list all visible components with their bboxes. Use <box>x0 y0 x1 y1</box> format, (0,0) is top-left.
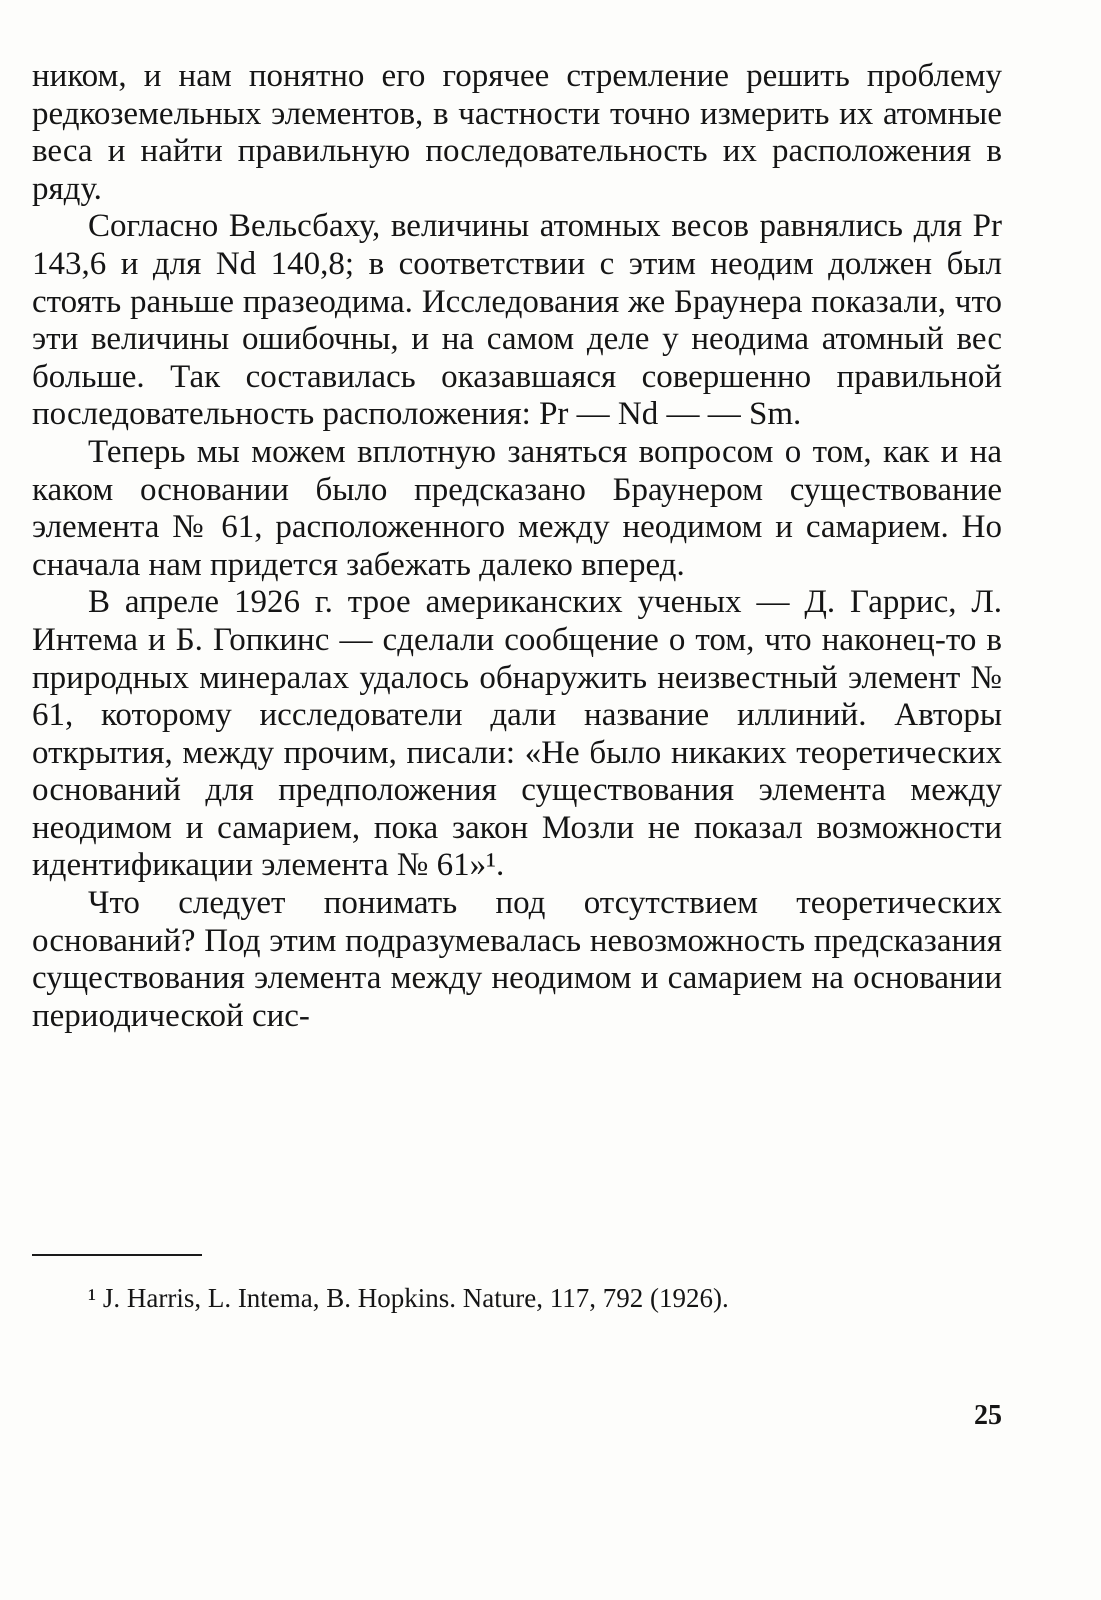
paragraph-5: Что следует понимать под отсутствием теоретических оснований? Под этим подразумевалась невозможность предсказания существования элемента между неодимом и самарием на основании периодической сис- <box>32 885 1002 1034</box>
footnote-text: ¹ J. Harris, L. Intema, B. Hopkins. Nature, 117, 792 (1926). <box>88 1283 729 1313</box>
paragraph-1: ником, и нам понятно его горячее стремление решить проблему редкоземельных элементов, в частности точно измерить их атомные веса и найти правильную последовательность их расположения в ряду. <box>32 58 1002 207</box>
paragraph-3: Теперь мы можем вплотную заняться вопросом о том, как и на каком основании было предсказано Браунером существование элемента № 61, расположенного между неодимом и самарием. Но сначала нам придется забежать далеко вперед. <box>32 433 1002 583</box>
footnote-divider <box>32 1254 202 1256</box>
main-text <box>32 58 1002 1035</box>
page-number: 25 <box>974 1400 1002 1431</box>
footnote <box>32 1280 1002 1316</box>
paragraph-4: В апреле 1926 г. трое американских ученых — Д. Гаррис, Л. Интема и Б. Гопкинс — сделали сообщение о том, что наконец-то в природных минералах удалось обнаружить неизвестный элемент № 61, которому исследователи дали название иллиний. Авторы открытия, между прочим, писали: «Не было никаких теоретических оснований для предположения существования элемента между неодимом и самарием, пока закон Мозли не показал возможности идентификации элемента № 61»¹. <box>32 584 1002 884</box>
paragraph-2: Согласно Вельсбаху, величины атомных весов равнялись для Pr 143,6 и для Nd 140,8; в соответствии с этим неодим должен был стоять раньше празеодима. Исследования же Браунера показали, что эти величины ошибочны, и на самом деле у неодима атомный вес больше. Так составилась оказавшаяся совершенно правильной последовательность расположения: Pr — Nd — — Sm. <box>32 208 1002 433</box>
